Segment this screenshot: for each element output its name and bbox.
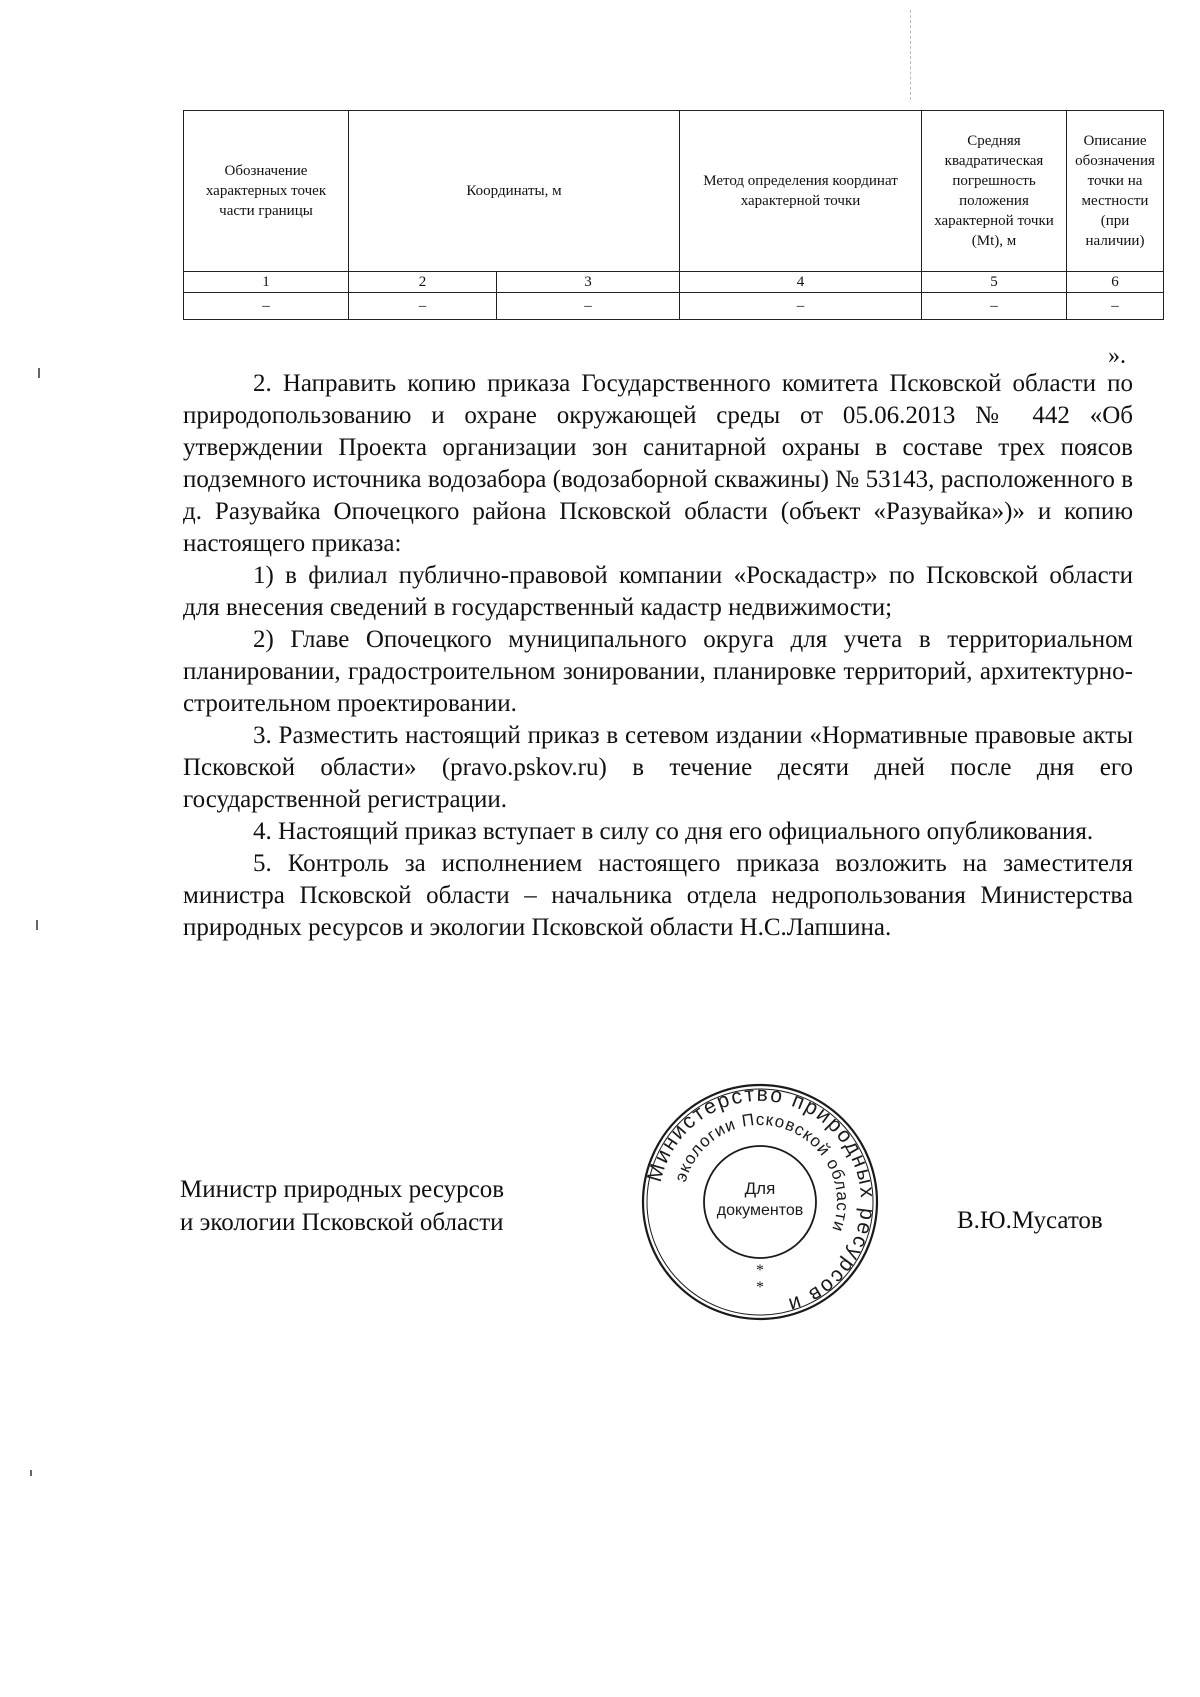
coordinates-table	[183, 110, 1164, 320]
position-line: и экологии Псковской области	[180, 1209, 504, 1236]
table-cell: –	[497, 293, 680, 320]
col-number: 2	[349, 272, 497, 293]
seal-star-icon: *	[756, 1262, 764, 1279]
seal-star-icon: *	[756, 1279, 764, 1296]
col-number: 1	[184, 272, 349, 293]
table-cell: –	[922, 293, 1067, 320]
col-number: 6	[1067, 272, 1164, 293]
header-error: Средняя квадратическая погрешность положения характерной точки (Mt), м	[922, 111, 1067, 272]
closing-quote: ».	[1108, 343, 1126, 369]
col-number: 5	[922, 272, 1067, 293]
paragraph-2-2: 2) Главе Опочецкого муниципального округа для учета в территориальном планировании, градостроительном зонировании, планировке территорий, архитектурно-строительном проектировании.	[183, 626, 1133, 717]
seal-center-line1: Для	[744, 1179, 776, 1198]
table-number-row	[184, 272, 1164, 293]
seal-inner-textpath: экологии Псковской области	[670, 1109, 853, 1235]
scan-speck	[36, 920, 38, 930]
order-body	[183, 368, 1133, 944]
official-seal	[640, 1082, 880, 1322]
paragraph-2-1: 1) в филиал публично-правовой компании «Роскадастр» по Псковской области для внесения сведений в государственный кадастр недвижимости;	[183, 562, 1133, 621]
seal-center-line2: документов	[716, 1202, 804, 1219]
scan-artifact-line	[910, 10, 912, 100]
paragraph-4: 4. Настоящий приказ вступает в силу со дня его официального опубликования.	[253, 818, 1094, 845]
col-number: 4	[680, 272, 922, 293]
position-line: Министр природных ресурсов	[180, 1176, 505, 1203]
table-cell: –	[680, 293, 922, 320]
table-row	[184, 293, 1164, 320]
paragraph-3: 3. Разместить настоящий приказ в сетевом издании «Нормативные правовые акты Псковской области» (pravo.pskov.ru) в течение десяти дней после дня его государственной регистрации.	[183, 722, 1133, 813]
header-coordinates: Координаты, м	[349, 111, 680, 272]
paragraph-2: 2. Направить копию приказа Государственного комитета Псковской области по природопользованию и охране окружающей среды от 05.06.2013 № 442 «Об утверждении Проекта организации зон санитарной охраны в составе трех поясов подземного источника водозабора (водозаборной скважины) № 53143, расположенного в д. Разувайка Опочецкого района Псковской области (объект «Разувайка»)» и копию настоящего приказа:	[183, 370, 1133, 557]
table-cell: –	[349, 293, 497, 320]
seal-outer-textpath: Министерство природных ресурсов и	[643, 1082, 880, 1318]
table-cell: –	[184, 293, 349, 320]
header-description: Описание обозначения точки на местности (при наличии)	[1067, 111, 1164, 272]
header-method: Метод определения координат характерной точки	[680, 111, 922, 272]
table-cell: –	[1067, 293, 1164, 320]
table-header-row	[184, 111, 1164, 272]
paragraph-5: 5. Контроль за исполнением настоящего приказа возложить на заместителя министра Псковской области – начальника отдела недропользования Министерства природных ресурсов и экологии Псковской области Н.С.Лапшина.	[183, 850, 1133, 941]
scan-speck	[30, 1470, 32, 1476]
col-number: 3	[497, 272, 680, 293]
signatory-position	[180, 1173, 600, 1239]
header-point-designation: Обозначение характерных точек части границы	[184, 111, 349, 272]
scan-speck	[38, 368, 40, 378]
signatory-name: В.Ю.Мусатов	[957, 1207, 1103, 1234]
